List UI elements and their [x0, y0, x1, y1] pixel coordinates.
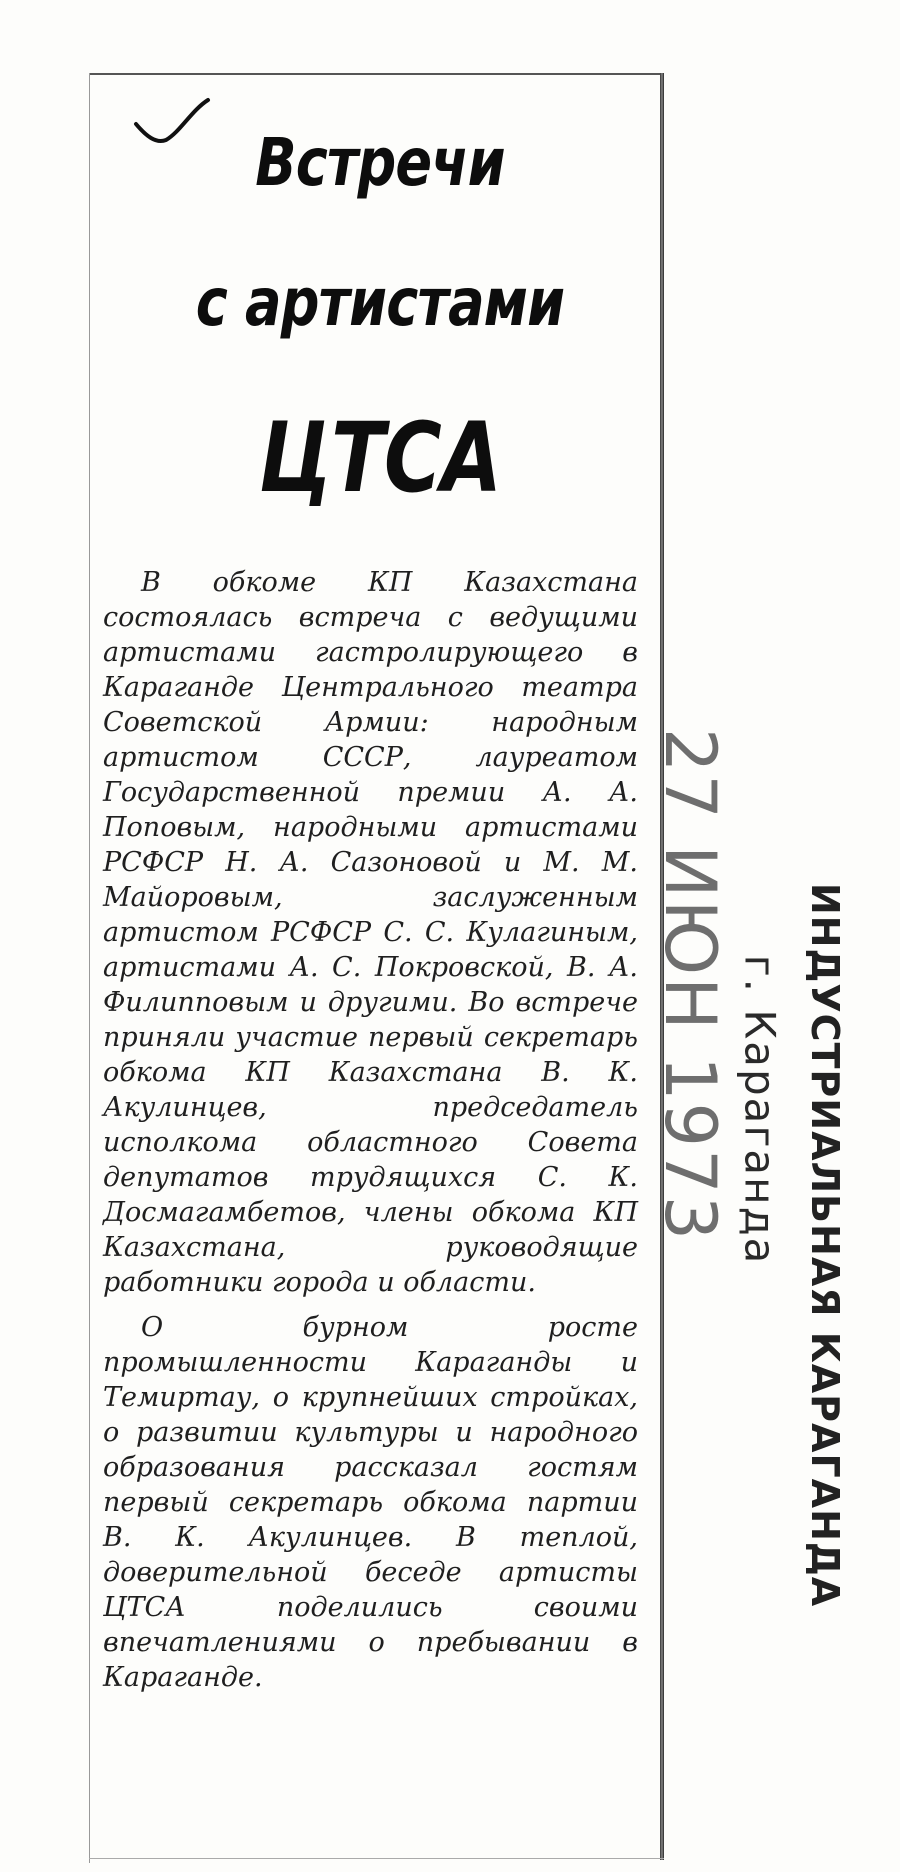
city-stamp: г. Караганда — [735, 954, 785, 1266]
clipping-border-left — [89, 73, 90, 1863]
article-paragraph: О бурном росте промышленности Караганды и Темиртау, о крупнейших стройках, о развитии культуры и народного образования рассказал гостям первый секретарь обкома партии В. К. Акулинцев. В теплой, доверительной беседе артисты ЦТСА поделились своими впечатлениями о пребывании в Караганде. — [103, 1312, 638, 1693]
clipping-border-top — [89, 73, 664, 75]
headline-line-3: ЦТСА — [258, 402, 502, 514]
clipping-border-bottom — [89, 1858, 664, 1859]
article-paragraph: В обкоме КП Казахстана состоялась встреча с ведущими артистами гастролирующего в Караганде Центрального театра Советской Армии: народным артистом СССР, лауреатом Государственной премии А. А. Поповым, народными артистами РСФСР Н. А. Сазоновой и М. М. Майоровым, заслуженным артистом РСФСР С. С. Кулагиным, артистами А. С. Покровской, В. А. Филипповым и другими. Во встрече приняли участие первый секретарь обкома КП Казахстана В. К. Акулинцев, председатель исполкома областного Совета депутатов трудящихся С. К. Досмагамбетов, члены обкома КП Казахстана, руководящие работники города и области. — [103, 567, 638, 1298]
headline-line-1: Встречи — [255, 124, 505, 201]
newspaper-stamp: ИНДУСТРИАЛЬНАЯ КАРАГАНДА — [803, 882, 847, 1608]
headline-line-2: с артистами — [195, 264, 565, 341]
article-body — [103, 565, 638, 1705]
date-stamp: 27 ИЮН 1973 — [649, 727, 731, 1243]
